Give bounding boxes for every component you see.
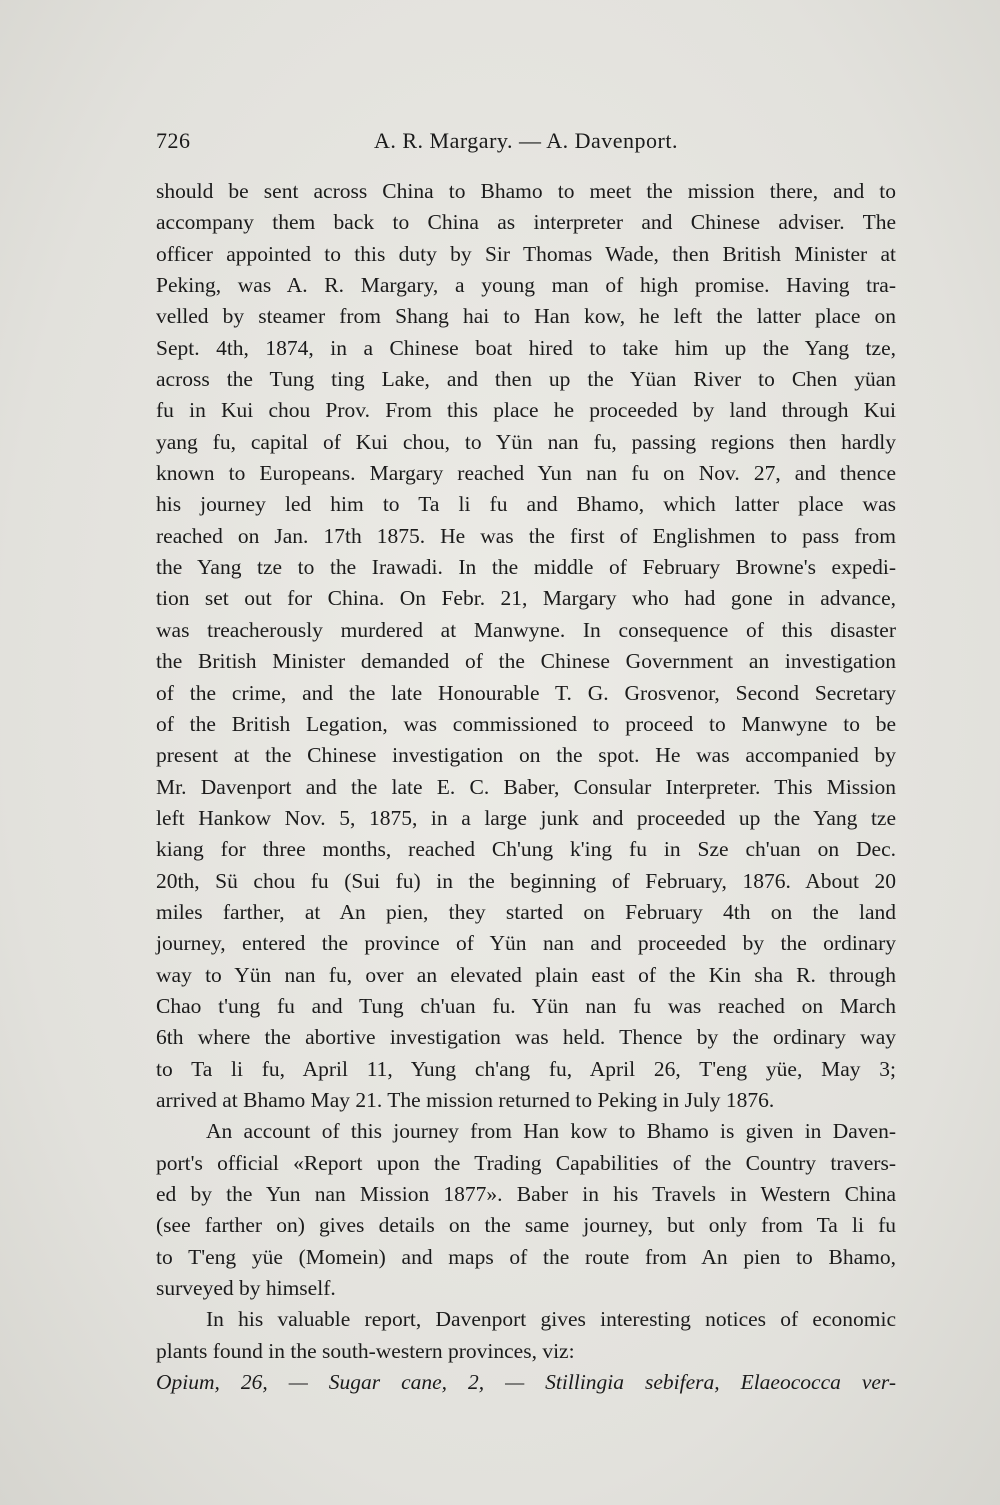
text-line: reached on Jan. 17th 1875. He was the first of Englishmen to pass from [156, 523, 896, 548]
body-text [156, 176, 896, 1398]
page-header [156, 128, 896, 160]
text-line: to Ta li fu, April 11, Yung ch'ang fu, April 26, T'eng yüe, May 3; [156, 1056, 896, 1081]
text-line: of the British Legation, was commissioned to proceed to Manwyne to be [156, 711, 896, 736]
text-line: across the Tung ting Lake, and then up the Yüan River to Chen yüan [156, 367, 896, 392]
text-line: his journey led him to Ta li fu and Bhamo, which latter place was [156, 492, 896, 517]
text-line: should be sent across China to Bhamo to meet the mission there, and to [156, 179, 896, 203]
text-line: officer appointed to this duty by Sir Thomas Wade, then British Minister at [156, 241, 896, 266]
text-line: yang fu, capital of Kui chou, to Yün nan fu, passing regions then hardly [156, 429, 896, 454]
text-line: way to Yün nan fu, over an elevated plain east of the Kin sha R. through [156, 962, 896, 987]
text-line: the Yang tze to the Irawadi. In the middle of February Browne's expedi- [156, 555, 896, 580]
text-line: An account of this journey from Han kow to Bhamo is given in Daven- [206, 1119, 896, 1144]
running-head: A. R. Margary. — A. Davenport. [373, 128, 678, 153]
text-line: velled by steamer from Shang hai to Han kow, he left the latter place on [156, 304, 896, 329]
text-line: to T'eng yüe (Momein) and maps of the route from An pien to Bhamo, [156, 1244, 896, 1269]
text-line: Peking, was A. R. Margary, a young man of high promise. Having tra- [156, 273, 896, 298]
text-line: ed by the Yun nan Mission 1877». Baber in his Travels in Western China [156, 1182, 896, 1206]
page-number: 726 [156, 128, 191, 153]
text-line: port's official «Report upon the Trading Capabilities of the Country travers- [156, 1150, 896, 1175]
text-line: fu in Kui chou Prov. From this place he proceeded by land through Kui [156, 398, 896, 423]
text-line: miles farther, at An pien, they started on February 4th on the land [156, 899, 896, 924]
text-line: surveyed by himself. [156, 1276, 336, 1301]
text-line: left Hankow Nov. 5, 1875, in a large junk and proceeded up the Yang tze [156, 805, 896, 830]
text-line: plants found in the south-western provinces, viz: [156, 1338, 575, 1363]
text-line: was treacherously murdered at Manwyne. In consequence of this disaster [156, 617, 896, 642]
text-line: Sept. 4th, 1874, in a Chinese boat hired to take him up the Yang tze, [156, 335, 896, 360]
text-line: 20th, Sü chou fu (Sui fu) in the beginning of February, 1876. About 20 [156, 868, 896, 893]
text-line: In his valuable report, Davenport gives interesting notices of economic [206, 1307, 896, 1332]
text-line: Chao t'ung fu and Tung ch'uan fu. Yün nan fu was reached on March [156, 993, 896, 1018]
text-line: accompany them back to China as interpreter and Chinese adviser. The [156, 210, 896, 235]
text-line: known to Europeans. Margary reached Yun nan fu on Nov. 27, and thence [156, 461, 896, 486]
text-line: 6th where the abortive investigation was held. Thence by the ordinary way [156, 1025, 896, 1050]
text-line: present at the Chinese investigation on the spot. He was accompanied by [156, 743, 896, 768]
text-line: (see farther on) gives details on the same journey, but only from Ta li fu [156, 1213, 896, 1238]
text-line: Mr. Davenport and the late E. C. Baber, Consular Interpreter. This Mission [156, 774, 896, 799]
text-line: journey, entered the province of Yün nan and proceeded by the ordinary [156, 931, 896, 956]
text-line: the British Minister demanded of the Chinese Government an investigation [156, 649, 896, 674]
text-line: kiang for three months, reached Ch'ung k'ing fu in Sze ch'uan on Dec. [156, 837, 896, 862]
text-line: tion set out for China. On Febr. 21, Margary who had gone in advance, [156, 586, 896, 611]
text-line: of the crime, and the late Honourable T. G. Grosvenor, Second Secretary [156, 680, 896, 705]
text-line: arrived at Bhamo May 21. The mission returned to Peking in July 1876. [156, 1087, 775, 1112]
text-line: Opium, 26, — Sugar cane, 2, — Stillingia sebifera, Elaeococca ver- [156, 1370, 896, 1395]
